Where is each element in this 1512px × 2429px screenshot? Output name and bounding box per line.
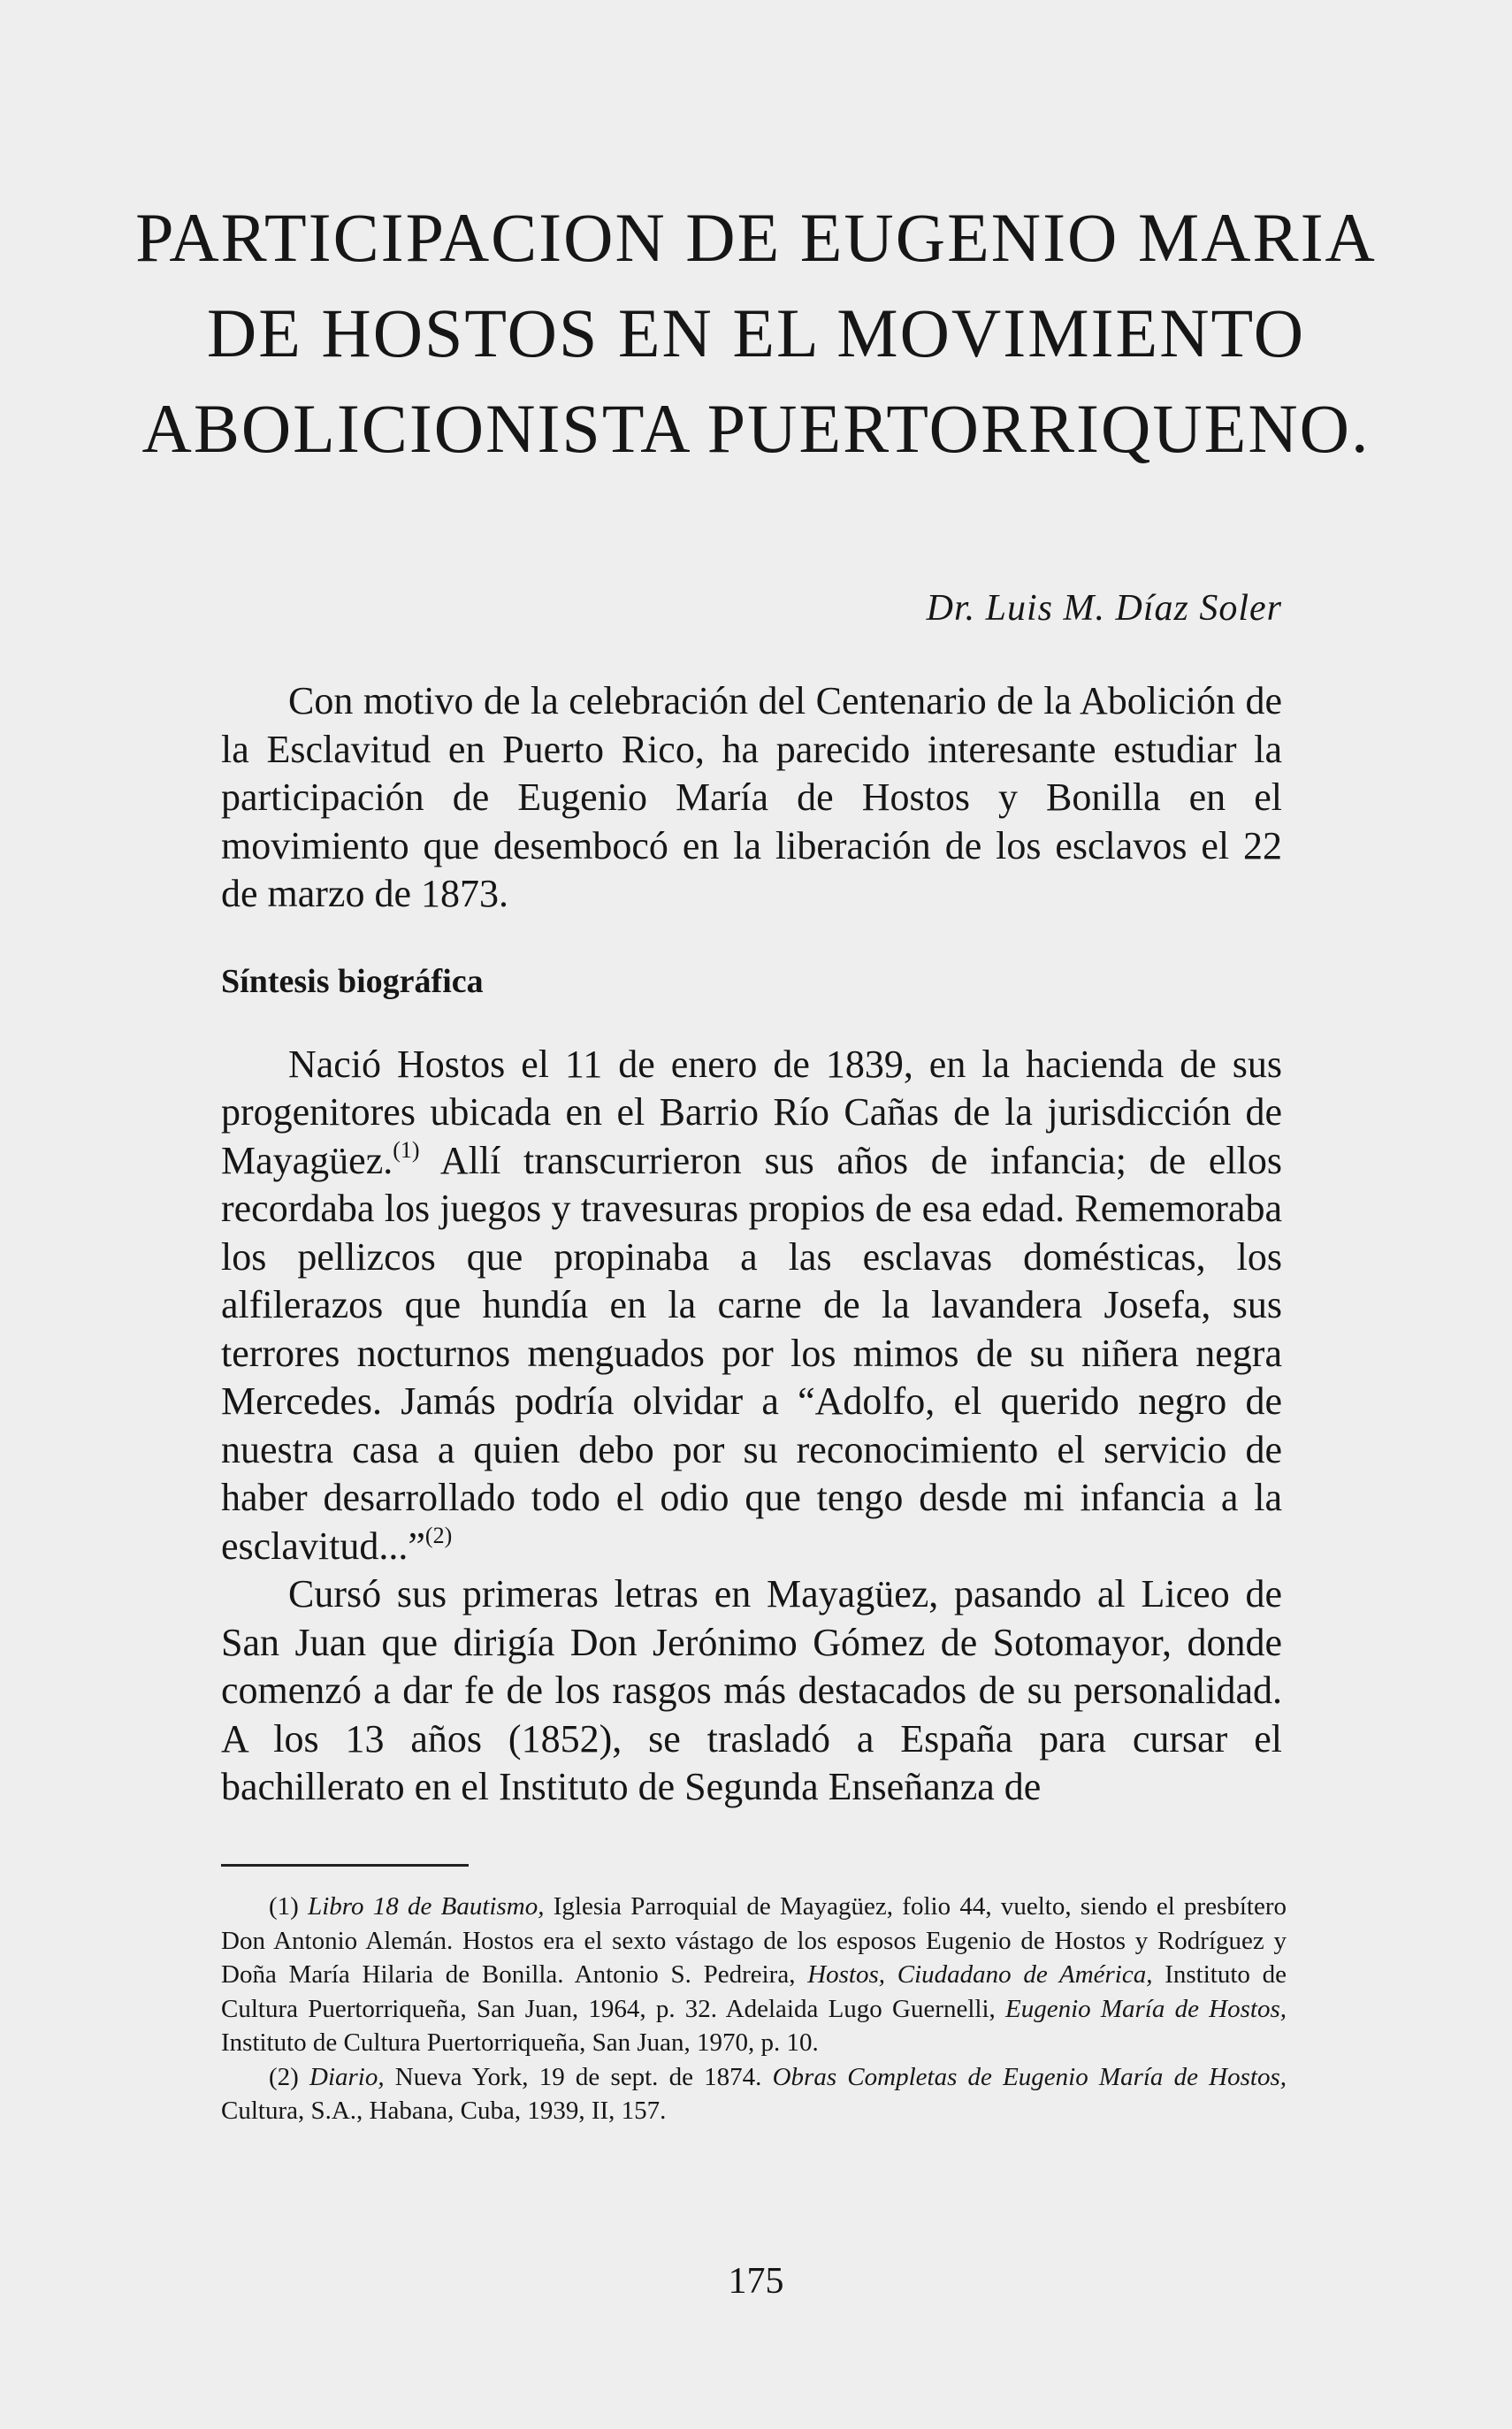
footnote-2	[221, 2060, 1287, 2128]
footnote-ref-1: (1)	[393, 1136, 420, 1163]
footnote-2-text-b: Cultura, S.A., Habana, Cuba, 1939, II, 157.	[221, 2097, 667, 2125]
footnote-divider	[221, 1864, 469, 1867]
footnote-1-source: Libro 18 de Bautismo,	[308, 1892, 545, 1921]
footnote-1-text-b: Instituto de Cultura Puertorriqueña, San Juan, 1964, p. 32. Adelaida Lugo Guernelli,	[221, 1960, 1287, 2023]
footnote-2-work: Obras Completas de Eugenio María de Hostos,	[772, 2062, 1287, 2091]
article-body	[221, 677, 1282, 1812]
footnote-1-text-a: Iglesia Parroquial de Mayagüez, folio 44, vuelto, siendo el presbítero Don Antonio Alemán. Hostos era el sexto vástago de los esposos Eugenio de Hostos y Rodríguez y Doña María Hilaria de Bonilla. Antonio S. Pedreira,	[221, 1892, 1287, 1989]
footnote-2-source: Diario,	[309, 2062, 385, 2091]
biography-paragraph	[221, 1041, 1282, 1571]
footnote-2-text-a: Nueva York, 19 de sept. de 1874.	[384, 2062, 773, 2091]
footnotes	[221, 1890, 1287, 2128]
page-number: 175	[728, 2261, 784, 2302]
intro-paragraph: Con motivo de la celebración del Centenario de la Abolición de la Esclavitud en Puerto Rico, ha parecido interesante estudiar la participación de Eugenio María de Hostos y Bonilla en el movimiento que desembocó en la liberación de los esclavos el 22 de marzo de 1873.	[221, 679, 1282, 915]
biography-text-a: Nació Hostos el 11 de enero de 1839, en la hacienda de sus progenitores ubicada en el Barrio Río Cañas de la jurisdicción de Mayagüez.	[221, 1042, 1282, 1182]
author-byline: Dr. Luis M. Díaz Soler	[926, 588, 1282, 629]
biography-text-b: Allí transcurrieron sus años de infancia; de ellos recordaba los juegos y travesuras propios de esa edad. Rememoraba los pellizcos que propinaba a las esclavas domésticas, los alfilerazos que hundía en la carne de la lavandera Josefa, sus terrores nocturnos menguados por los mimos de su niñera negra Mercedes. Jamás podría olvidar a “Adolfo, el querido negro de nuestra casa a quien debo por su reconocimiento el servicio de haber desarrollado todo el odio que tengo desde mi infancia a la esclavitud...”	[221, 1138, 1282, 1568]
footnote-1-work-b: Eugenio María de Hostos,	[1004, 1994, 1287, 2023]
footnote-2-number: (2)	[269, 2062, 309, 2091]
section-heading: Síntesis biográfica	[221, 962, 484, 1000]
education-paragraph: Cursó sus primeras letras en Mayagüez, pasando al Liceo de San Juan que dirigía Don Jerónimo Gómez de Sotomayor, donde comenzó a dar fe de los rasgos más destacados de su personalidad. A los 13 años (1852), se trasladó a España para cursar el bachillerato en el Instituto de Segunda Enseñanza de	[221, 1572, 1282, 1808]
footnote-1-number: (1)	[269, 1892, 309, 1921]
footnote-1-work-a: Hostos, Ciudadano de América,	[807, 1960, 1153, 1989]
footnote-1-text-c: Instituto de Cultura Puertorriqueña, San Juan, 1970, p. 10.	[221, 2028, 819, 2057]
article-title: PARTICIPACION DE EUGENIO MARIA DE HOSTOS EN EL MOVIMIENTO ABOLICIONISTA PUERTORRIQUENO.	[135, 199, 1377, 467]
footnote-1	[221, 1890, 1287, 2060]
footnote-ref-2: (2)	[424, 1522, 453, 1548]
